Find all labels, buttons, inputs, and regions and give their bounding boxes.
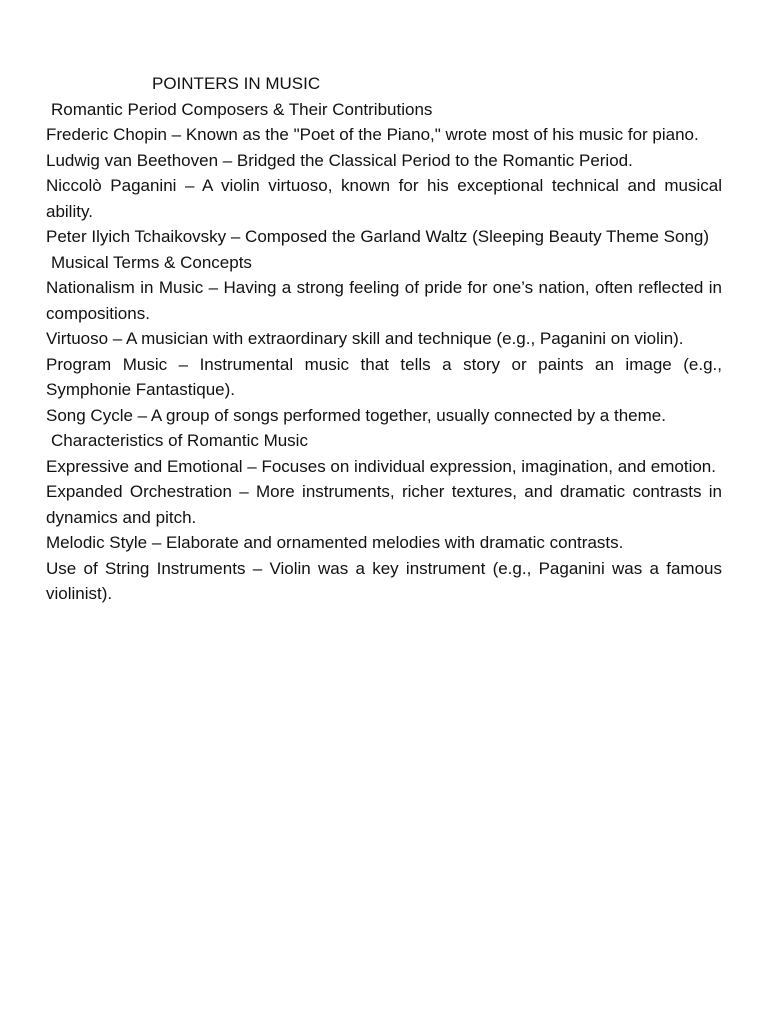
entry-melodic-style: Melodic Style – Elaborate and ornamented melodies with dramatic contrasts. [46, 533, 624, 552]
entry-beethoven: Ludwig van Beethoven – Bridged the Classical Period to the Romantic Period. [46, 150, 633, 170]
section-heading: Characteristics of Romantic Music [51, 431, 308, 450]
entry-virtuoso: Virtuoso – A musician with extraordinary skill and technique (e.g., Paganini on violin). [46, 329, 684, 348]
entry-tchaikovsky: Peter Ilyich Tchaikovsky – Composed the Garland Waltz (Sleeping Beauty Theme Song) [46, 227, 710, 246]
section-romantic-composers [46, 97, 722, 250]
section-heading: Musical Terms & Concepts [51, 252, 252, 272]
document-title: POINTERS IN MUSIC [152, 74, 321, 93]
entry-expressive-emotional: Expressive and Emotional – Focuses on individual expression, imagination, and emotion. [46, 456, 716, 476]
entry-program-music: Program Music – Instrumental music that tells a story or paints an image (e.g., Symphonie Fantastique). [46, 354, 722, 399]
entry-expanded-orchestration: Expanded Orchestration – More instruments, richer textures, and dramatic contrasts in dynamics and pitch. [46, 482, 722, 527]
document-page [46, 71, 722, 607]
section-heading: Romantic Period Composers & Their Contributions [51, 99, 433, 119]
section-romantic-characteristics [46, 428, 722, 607]
entry-song-cycle: Song Cycle – A group of songs performed together, usually connected by a theme. [46, 405, 666, 425]
entry-nationalism: Nationalism in Music – Having a strong feeling of pride for one’s nation, often reflected in compositions. [46, 278, 722, 323]
section-musical-terms [46, 250, 722, 429]
entry-string-instruments: Use of String Instruments – Violin was a key instrument (e.g., Paganini was a famous violinist). [46, 558, 722, 603]
entry-chopin: Frederic Chopin – Known as the "Poet of the Piano," wrote most of his music for piano. [46, 125, 699, 144]
entry-paganini: Niccolò Paganini – A violin virtuoso, known for his exceptional technical and musical ability. [46, 176, 722, 221]
